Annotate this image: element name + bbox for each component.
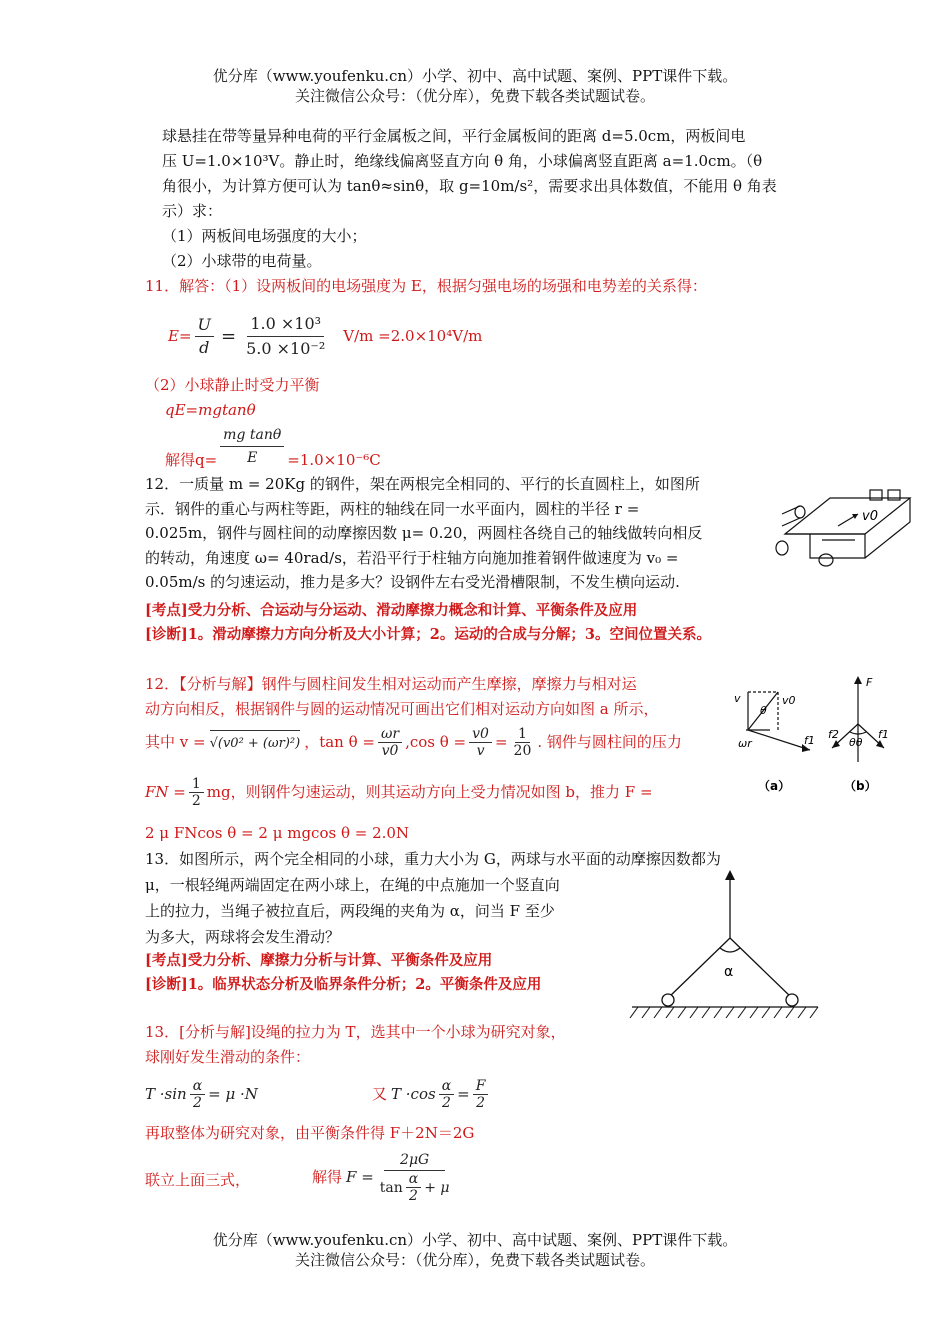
a12-tan-label: ，tan θ = — [304, 733, 375, 751]
a12-cos-fraction — [469, 726, 492, 759]
a13-eq1-fraction — [190, 1078, 205, 1111]
a13-eq1-right: = μ ·N — [208, 1085, 258, 1103]
q12-kaodian: [考点]受力分析、合运动与分运动、滑动摩擦力概念和计算、平衡条件及应用 — [145, 602, 638, 619]
a11-part2: （2）小球静止时受力平衡 — [145, 376, 320, 394]
a11-e-result: V/m =2.0×10⁴V/m — [343, 327, 483, 345]
fig-a-theta: θ — [760, 704, 767, 717]
a13-f-fraction — [377, 1150, 453, 1204]
a11-charge-equation — [165, 424, 381, 469]
a13-eq2-fraction — [439, 1078, 454, 1111]
q11-sub-1: （1）两板间电场强度的大小； — [162, 227, 367, 245]
a13-f-den — [377, 1171, 453, 1204]
a13-eq2-equals: = — [457, 1085, 470, 1103]
a13-eq2-rden: 2 — [476, 1095, 486, 1111]
q11-line: 角很小，为计算方便可认为 tanθ≈sinθ，取 g=10m/s²，需要求出具体数值，不能用 θ 角表 — [162, 177, 777, 195]
answer-13 — [145, 1020, 566, 1070]
footer-line-2: 关注微信公众号：（优分库），免费下载各类试题试卷。 — [294, 1251, 655, 1269]
a13-f-num: 2μG — [384, 1150, 445, 1171]
a11-q-fraction — [220, 424, 284, 469]
a11-field-equation: E= $\frac{U}{d}$ = $\frac{\text{1.0 ×10³}}{\text{5.0 ×10⁻²}}$ V/m =2.0×10⁴V/m — [168, 312, 482, 361]
a13-eq1-den: 2 — [192, 1095, 202, 1111]
a12-cos-label: ,cos θ = — [405, 733, 467, 751]
q13-line-3: 上的拉力，当绳子被拉直后，两段绳的夹角为 α，问当 F 至少 — [145, 902, 555, 920]
fig-b-f2: f2 — [828, 728, 839, 741]
header-line-2: 关注微信公众号：（优分库），免费下载各类试题试卷。 — [294, 87, 655, 105]
a13-eq1-left: T ·sin — [145, 1085, 187, 1103]
a11-num: 1.0 ×10³ — [247, 312, 324, 337]
a13-jiede: 解得 — [312, 1167, 343, 1186]
a13-equation-1 — [145, 1078, 258, 1111]
force-diagram-figures — [728, 672, 908, 802]
a13-equation-2 — [372, 1078, 491, 1111]
a11-intro: 11．解答：（1）设两板间的电场强度为 E，根据匀强电场的场强和电势差的关系得： — [145, 277, 707, 295]
a12-line-3 — [145, 726, 682, 759]
fig-b-caption: （b） — [844, 779, 877, 793]
a12-frac-den: 20 — [513, 743, 532, 759]
fig-v0-label: v0 — [862, 509, 878, 524]
fig-a-wr: ωr — [738, 737, 752, 750]
a13-line-3: 再取整体为研究对象，由平衡条件得 F＋2N＝2G — [145, 1124, 475, 1142]
a11-e-label: E= — [168, 327, 192, 345]
a11-q-label: 解得q= — [165, 451, 218, 469]
a11-den: 5.0 ×10⁻² — [246, 339, 326, 358]
question-12 — [145, 472, 702, 595]
q11-line: 球悬挂在带等量异种电荷的平行金属板之间，平行金属板间的距离 d=5.0cm，两板间电 — [162, 127, 746, 145]
a13-line-2: 球刚好发生滑动的条件： — [145, 1048, 311, 1066]
header-line-1: 优分库（www.youfenku.cn）小学、初中、高中试题、案例、PPT课件下载。 — [212, 67, 738, 85]
q12-zhenduan: [诊断]1。滑动摩擦力方向分析及大小计算；2。运动的合成与分解；3。空间位置关系。 — [145, 626, 711, 643]
a13-eq2-rnum: F — [473, 1078, 489, 1095]
a11-q-den: E — [247, 450, 258, 466]
fig-a-caption: （a） — [758, 779, 791, 793]
a12-fn-text: mg，则钢件匀速运动，则其运动方向上受力情况如图 b，推力 F = — [206, 783, 653, 801]
a11-d: d — [199, 338, 210, 357]
a12-line-1: 12．【分析与解】钢件与圆柱间发生相对运动而产生摩擦，摩擦力与相对运 — [145, 675, 637, 693]
page-footer — [0, 1230, 950, 1270]
a12-one-twentieth — [511, 726, 535, 759]
a13-eq2-num: α — [439, 1078, 454, 1095]
q12-line: 0.025m，钢件与圆柱间的动摩擦因数 μ= 0.20，两圆柱各绕自己的轴线做转向相反 — [145, 524, 703, 542]
a11-q-num: mg tanθ — [220, 424, 284, 447]
a11-u-over-d — [195, 314, 214, 359]
a11-value-fraction — [243, 312, 328, 361]
a13-eq2-left: T ·cos — [391, 1085, 436, 1103]
fig-b-f1: f1 — [878, 728, 889, 741]
q11-line: 压 U=1.0×10³V。静止时，绝缘线偏离竖直方向 θ 角，小球偏离竖直距离 a=1.0cm。（θ — [162, 152, 763, 170]
a12-half-num: 1 — [189, 776, 204, 793]
q13-line-4: 为多大，两球将会发生滑动？ — [145, 928, 341, 946]
q12-line: 0.05m/s 的匀速运动，推力是多大？设钢件左右受光滑槽限制，不发生横向运动. — [145, 573, 680, 591]
q12-line: 示．钢件的重心与两柱等距，两柱的轴线在同一水平面内，圆柱的半径 r = — [145, 499, 640, 518]
fig-alpha-label: α — [724, 964, 734, 980]
a12-half-den: 2 — [191, 793, 201, 809]
a11-q-result: =1.0×10⁻⁶C — [287, 451, 381, 469]
a12-frac-num: 1 — [515, 726, 530, 743]
fig-a-v: v — [734, 692, 741, 705]
a12-pressure-text: . 钢件与圆柱间的压力 — [537, 733, 682, 751]
a13-f-den-den: 2 — [409, 1188, 418, 1204]
q11-subquestions — [162, 224, 367, 274]
a13-line-1: 13．[分析与解]设绳的拉力为 T，选其中一个小球为研究对象， — [145, 1023, 566, 1041]
a12-tan-den: v0 — [381, 743, 399, 759]
a13-final-equation — [312, 1150, 456, 1204]
a11-u: U — [195, 314, 214, 337]
question-11 — [162, 124, 812, 224]
answer-12 — [145, 672, 725, 722]
a13-eq1-num: α — [190, 1078, 205, 1095]
a12-tan-fraction — [378, 726, 402, 759]
a12-cos-num: v0 — [469, 726, 492, 743]
fig-a-v0: v0 — [782, 694, 796, 707]
q13-line-1: 13．如图所示，两个完全相同的小球，重力大小为 G，两球与水平面的动摩擦因数都为 — [145, 850, 721, 868]
q13-zhenduan: [诊断]1。临界状态分析及临界条件分析；2。平衡条件及应用 — [145, 976, 542, 993]
a12-line-4 — [145, 776, 653, 809]
q12-line: 的转动，角速度 ω= 40rad/s，若沿平行于柱轴方向施加推着钢件做速度为 v₀ = — [145, 548, 679, 567]
a12-tan-num: ωr — [378, 726, 402, 743]
a13-f-den-mu: + μ — [424, 1179, 450, 1196]
a12-sqrt: √(v0² + (ωr)²) — [210, 730, 301, 756]
fig-a-f1: f1 — [804, 734, 815, 747]
two-balls-rope-figure — [628, 866, 822, 1026]
q13-kaodian: [考点]受力分析、摩擦力分析与计算、平衡条件及应用 — [145, 952, 493, 969]
a12-equals: = — [494, 733, 508, 751]
a13-eq2-right-fraction — [473, 1078, 489, 1111]
a12-fn-label: FN = — [145, 783, 186, 801]
q11-line: 示）求： — [162, 202, 223, 220]
q11-sub-2: （2）小球带的电荷量。 — [162, 252, 322, 270]
a13-f-label: F = — [346, 1167, 374, 1186]
a13-eq2-den: 2 — [441, 1095, 451, 1111]
a12-line-2: 动方向相反，根据钢件与圆的运动情况可画出它们相对运动方向如图 a 所示， — [145, 700, 659, 718]
q13-line-2: μ，一根轻绳两端固定在两小球上，在绳的中点施加一个竖直向 — [145, 876, 560, 894]
footer-line-1: 优分库（www.youfenku.cn）小学、初中、高中试题、案例、PPT课件下载。 — [212, 1231, 738, 1249]
a13-eq2-you: 又 — [372, 1085, 388, 1103]
a12-cos-den: v — [476, 743, 485, 759]
a12-v-label: 其中 v = — [145, 733, 206, 751]
a13-f-den-tan: tan — [379, 1179, 403, 1196]
page-header — [0, 66, 950, 106]
a11-force-equation: qE=mgtanθ — [165, 401, 256, 419]
a12-line-5: 2 μ FNcos θ = 2 μ mgcos θ = 2.0N — [145, 824, 410, 842]
q12-line: 12．一质量 m = 20Kg 的钢件，架在两根完全相同的、平行的长直圆柱上，如图所 — [145, 475, 700, 493]
a13-f-den-fraction — [406, 1171, 421, 1204]
fig-b-thetas: θθ — [849, 736, 863, 749]
steel-on-cylinders-figure — [770, 476, 920, 576]
a13-f-den-num: α — [406, 1171, 421, 1188]
fig-b-F: F — [866, 676, 873, 689]
a13-line-4: 联立上面三式， — [145, 1171, 251, 1189]
a12-half-fraction — [189, 776, 204, 809]
